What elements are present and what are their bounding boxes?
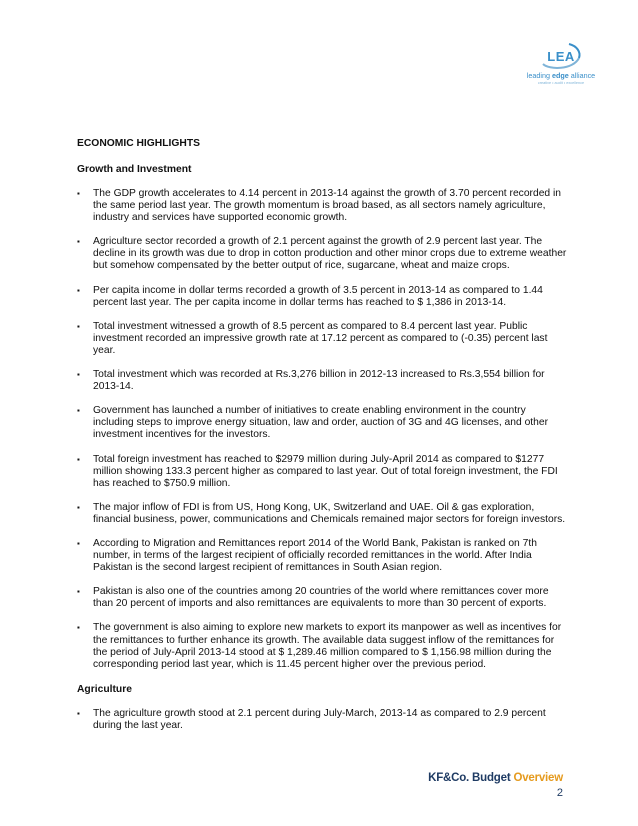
agriculture-bullet-list: [77, 708, 567, 732]
bullet-text: According to Migration and Remittances report 2014 of the World Bank, Pakistan is ranked on 7th number, in terms of the largest recipient of officially recorded remittances in the world. After India Pakistan is the second largest recipient of remittances in South Asian region.: [93, 537, 537, 574]
bullet-item: [77, 285, 567, 309]
footer-title: [428, 772, 563, 784]
bullet-icon: ▪: [77, 370, 80, 380]
bullet-item: [77, 321, 567, 357]
logo-name-part2: alliance: [568, 71, 596, 80]
bullet-item: [77, 405, 567, 441]
bullet-icon: ▪: [77, 502, 80, 512]
bullet-item: [77, 586, 567, 610]
bullet-item: [77, 369, 567, 393]
bullet-item: [77, 454, 567, 490]
bullet-icon: ▪: [77, 237, 80, 247]
growth-bullet-list: [77, 188, 567, 671]
bullet-icon: ▪: [77, 285, 80, 295]
bullet-text: The major inflow of FDI is from US, Hong Kong, UK, Switzerland and UAE. Oil & gas exploration, financial business, power, communications and Chemicals remained major sectors for foreign investors.: [93, 501, 566, 525]
company-logo: [525, 40, 597, 85]
bullet-text: Total investment which was recorded at Rs.3,276 billion in 2012-13 increased to Rs.3,554 billion for 2013-14.: [93, 369, 545, 393]
page-footer: [428, 772, 563, 799]
logo-tagline: creative • audit • excellence: [537, 81, 585, 85]
page-heading: ECONOMIC HIGHLIGHTS: [77, 138, 200, 149]
bullet-item: [77, 188, 567, 224]
bullet-icon: ▪: [77, 708, 80, 718]
bullet-icon: ▪: [77, 189, 80, 198]
section-title-agriculture: Agriculture: [77, 683, 132, 695]
bullet-text: The agriculture growth stood at 2.1 percent during July-March, 2013-14 as compared to 2.9 percent during the last year.: [93, 707, 546, 731]
bullet-text: Pakistan is also one of the countries among 20 countries of the world where remittances cover more than 20 percent of imports and also remittances are equivalents to more than 30 percent of exports.: [93, 586, 549, 610]
section-title-growth: Growth and Investment: [77, 164, 192, 175]
bullet-item: [77, 502, 567, 526]
footer-brand: KF&Co. Budget: [428, 772, 514, 784]
bullet-icon: ▪: [77, 623, 80, 633]
logo-name-bold: edge: [552, 71, 569, 80]
logo-letters: LEA: [547, 49, 575, 64]
logo-name-part1: leading: [526, 71, 553, 80]
page-number: 2: [556, 787, 563, 799]
bullet-text: Agriculture sector recorded a growth of 2.1 percent against the growth of 2.9 percent last year. The decline in its growth was due to drop in cotton production and other minor crops due to extreme weather but somehow compensated by the better output of rice, sugarcane, wheat and maize crops.: [93, 236, 567, 272]
bullet-item: [77, 708, 567, 732]
logo-name: [525, 71, 597, 80]
bullet-text: The government is also aiming to explore new markets to export its manpower as well as incentives for the remittances to further enhance its growth. The available data suggest inflow of the remittances for the period of July-April 2013-14 stood at $ 1,289.46 million compared to $ 1,156.98 million during the corresponding period last year, which is 11.45 percent higher over the previous period.: [93, 622, 562, 670]
bullet-item: [77, 538, 567, 574]
logo-mark: [525, 40, 597, 70]
bullet-icon: ▪: [77, 321, 80, 331]
bullet-icon: ▪: [77, 454, 80, 464]
bullet-item: [77, 622, 567, 670]
bullet-text: Per capita income in dollar terms recorded a growth of 3.5 percent in 2013-14 as compared to 1.44 percent last year. The per capita income in dollar terms has reached to $ 1,386 in 2013-14.: [93, 284, 543, 308]
document-body: [77, 137, 567, 744]
bullet-text: The GDP growth accelerates to 4.14 percent in 2013-14 against the growth of 3.70 percent recorded in the same period last year. The growth momentum is broad based, as all sectors namely agriculture, industry and services have supported economic growth.: [93, 188, 562, 224]
bullet-icon: ▪: [77, 538, 80, 548]
bullet-text: Government has launched a number of initiatives to create enabling environment in the country including steps to improve energy situation, law and order, auction of 3G and 4G licenses, and other investment incentives for the investors.: [93, 405, 549, 441]
bullet-icon: ▪: [77, 587, 80, 597]
bullet-text: Total investment witnessed a growth of 8.5 percent as compared to 8.4 percent last year. Public investment recorded an impressive growth rate at 17.12 percent as compared to (-0.35) percent last year.: [93, 320, 548, 356]
footer-accent: Overview: [513, 772, 563, 784]
bullet-icon: ▪: [77, 406, 80, 416]
bullet-text: Total foreign investment has reached to $2979 million during July-April 2014 as compared to $1277 million showing 133.3 percent higher as compared to last year. Out of total foreign investment, the FDI has reached to $750.9 million.: [93, 453, 558, 489]
bullet-item: [77, 236, 567, 272]
